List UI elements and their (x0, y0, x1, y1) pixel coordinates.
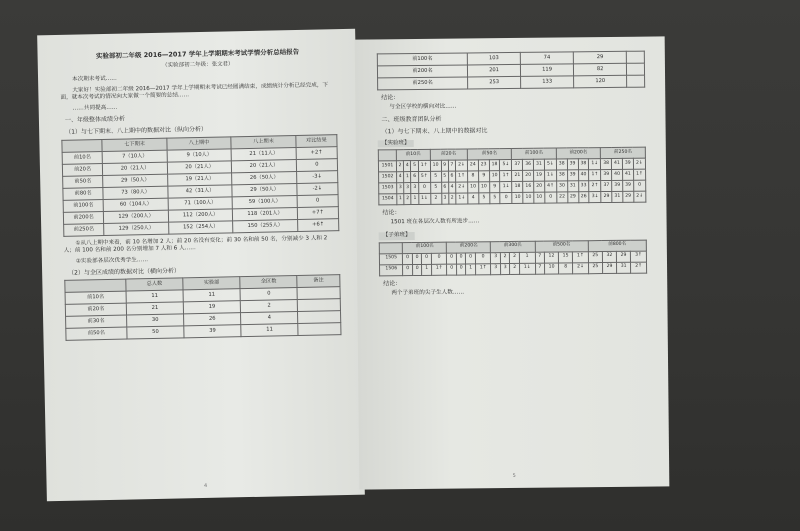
table-cell: 8 (559, 262, 573, 273)
table-cell: 前10名 (65, 291, 126, 304)
table-cell: 1↓ (456, 193, 468, 204)
table-cell: 2↑ (589, 181, 601, 192)
section-heading: 一、年级整体成绩分析 (64, 115, 126, 125)
table-header: 对比结果 (296, 134, 337, 147)
table-cell: 4 (404, 161, 411, 172)
table-cell (298, 323, 341, 336)
table-cell: 5 (430, 172, 441, 183)
table-cell: 4 (468, 193, 479, 204)
table-cell: 9 (478, 171, 489, 182)
table-cell: 103 (467, 52, 520, 65)
table-cell: 22 (557, 192, 568, 203)
experimental-class-table (378, 147, 647, 206)
table-cell: 41 (612, 159, 623, 170)
table-header (378, 150, 396, 161)
table-header: 前200名 (556, 148, 601, 159)
table-cell: 201 (467, 64, 520, 77)
table-cell: 1↓ (589, 159, 601, 170)
table-cell: 2 (404, 194, 411, 205)
intro-paragraph: ……共同提高…… (72, 104, 118, 112)
table-row (380, 262, 647, 276)
table-cell: 11 (183, 289, 240, 302)
table-cell: 0 (447, 253, 457, 264)
table-cell (626, 51, 644, 63)
table-cell: 0 (447, 264, 457, 275)
table-cell: 4 (448, 182, 455, 193)
left-page (37, 29, 365, 502)
conclusion-paragraph: 1501 班在各层次人数有所进步…… (390, 218, 480, 226)
table-cell: 39 (623, 181, 634, 192)
table-cell: 7（10人） (102, 150, 167, 163)
table-cell: 1↑ (589, 170, 601, 181)
table-cell: 36 (523, 160, 534, 171)
table-cell: 前50名 (63, 175, 104, 188)
table-cell: 25 (588, 262, 602, 273)
table-cell: 5 (430, 183, 441, 194)
table-cell: 29 (616, 251, 630, 262)
table-cell: 31 (567, 181, 578, 192)
conclusion-paragraph: 与全区学校的横向对比…… (389, 103, 457, 111)
report-title: 实验部初二年级 2016—2017 学年上学期期末考试学情分析总结报告 (95, 47, 300, 61)
table-cell: 6 (411, 172, 418, 183)
table-cell: 2 (500, 252, 510, 263)
table-cell: 0 (297, 194, 338, 207)
table-cell: 0 (412, 264, 422, 275)
table-cell: 39 (184, 325, 241, 338)
table-cell: 1505 (379, 253, 403, 264)
table-cell: 10 (512, 193, 523, 204)
table-cell: 3 (404, 183, 411, 194)
vertical-comparison-table (61, 134, 339, 237)
table-cell: 29 (602, 262, 616, 273)
table-cell: 2 (430, 194, 441, 205)
table-cell: 前20名 (62, 163, 103, 176)
table-cell: 74 (520, 52, 573, 65)
table-header: 前100名 (512, 148, 557, 159)
table-cell: 5↑ (418, 172, 430, 183)
table-cell: 0 (475, 252, 491, 263)
table-cell: 前20名 (65, 303, 126, 316)
table-cell: 11 (126, 290, 183, 303)
table-cell: 3↑ (631, 251, 647, 262)
table-cell: -2↓ (297, 182, 338, 195)
table-cell: 前50名 (66, 327, 127, 340)
table-cell: 59（100人） (232, 195, 297, 208)
table-cell: 40 (578, 170, 589, 181)
table-cell: 1↑ (418, 161, 430, 172)
table-header: 七下期末 (102, 138, 167, 151)
table-header: 前50名 (467, 149, 512, 160)
table-cell: 24 (467, 160, 478, 171)
table-cell: 前250名 (64, 223, 105, 236)
table-cell: 42（31人） (168, 184, 233, 197)
table-cell: 20（21人） (167, 160, 232, 173)
table-cell: 3 (500, 263, 510, 274)
table-cell: 40 (612, 170, 623, 181)
table-cell: 2↓ (455, 160, 467, 171)
table-cell (627, 75, 645, 87)
subsection-heading: （1）与七下期末、八上期中的数据对比（纵向分析） (65, 126, 208, 137)
table-cell (298, 311, 341, 324)
table-cell: 60（104人） (103, 198, 168, 211)
table-header: 前200名 (447, 241, 491, 252)
table-cell: 5 (411, 161, 418, 172)
table-cell: 2 (449, 193, 456, 204)
table-header: 前100名 (403, 242, 447, 253)
table-cell: 5 (489, 193, 500, 204)
table-header: 实验部 (183, 277, 240, 290)
table-cell: 1↓ (519, 263, 535, 274)
horizontal-comparison-table (64, 274, 341, 341)
table-cell: 1↓ (419, 194, 431, 205)
table-cell: 18 (489, 160, 500, 171)
table-cell: 133 (521, 76, 574, 89)
table-cell: 5↓ (544, 159, 556, 170)
table-cell: 0 (545, 192, 557, 203)
table-cell: 1504 (379, 194, 397, 205)
table-cell: 9 (489, 182, 500, 193)
table-cell: 39 (567, 170, 578, 181)
table-cell: 5 (479, 193, 490, 204)
table-cell: 38 (601, 159, 612, 170)
table-cell: 23 (478, 160, 489, 171)
table-cell: 1503 (379, 183, 397, 194)
table-row (378, 75, 645, 90)
table-cell: 31 (533, 160, 544, 171)
table-cell: 39 (622, 159, 633, 170)
table-cell: 39 (567, 159, 578, 170)
table-cell: +2↑ (296, 146, 337, 159)
table-cell: 41 (622, 170, 633, 181)
table-cell: 38 (578, 159, 589, 170)
table-header: 前500名 (535, 240, 588, 252)
table-header: 前10名 (396, 150, 430, 161)
subsection-heading: （2）与全区成绩的数据对比（横向分析） (68, 267, 181, 277)
table-cell: 21 (126, 302, 183, 315)
table-cell: 2 (510, 263, 520, 274)
table-cell: -3↓ (296, 170, 337, 183)
table-cell: 37 (601, 181, 612, 192)
table-cell: 9（10人） (167, 148, 232, 161)
table-cell: 1 (404, 172, 411, 183)
table-cell: 150（255人） (233, 219, 298, 232)
conclusion-label: 结论： (381, 94, 400, 102)
table-cell: 1↑ (633, 169, 645, 180)
table-cell: 8 (468, 171, 479, 182)
table-cell: 1↓ (500, 182, 512, 193)
table-cell: 20（21人） (232, 159, 297, 172)
table-cell: 19 (183, 301, 240, 314)
table-cell: 2↑ (631, 262, 647, 273)
table-cell: 30 (556, 181, 567, 192)
table-cell: 前80名 (63, 187, 104, 200)
table-cell: 10 (523, 193, 534, 204)
right-page (355, 36, 670, 489)
table-cell: 31 (617, 262, 631, 273)
table-cell: 29（50人） (232, 183, 297, 196)
table-cell: 10 (489, 171, 500, 182)
section-heading: 二、班级教育团队分析 (381, 115, 442, 123)
table-cell: 4↑ (545, 181, 557, 192)
table-cell: 前200名 (377, 65, 467, 78)
table-cell: 0 (412, 253, 422, 264)
class-group-tag: 【实验班】 (378, 140, 414, 148)
table-cell: 1↓ (544, 170, 556, 181)
table-cell: 2 (510, 252, 520, 263)
table-cell: 0 (456, 264, 466, 275)
table-cell (298, 299, 341, 312)
table-cell: 0 (633, 180, 645, 191)
intro-paragraph: 本次期末考试…… (72, 75, 117, 83)
table-cell: 2 (396, 161, 403, 172)
table-header: 总人数 (126, 278, 183, 291)
table-cell: 37 (512, 160, 523, 171)
table-cell: 3 (411, 183, 418, 194)
table-cell: 112（200人） (168, 208, 233, 221)
table-cell: 129（250人） (104, 222, 169, 235)
table-cell: 39 (612, 181, 623, 192)
conclusion-label: 结论： (382, 209, 401, 217)
table-cell: 4 (241, 312, 298, 325)
table-cell: 6 (441, 183, 448, 194)
table-cell: 82 (574, 63, 627, 76)
table-cell: 253 (468, 76, 521, 89)
table-cell: 0 (466, 252, 476, 263)
table-cell: 26（50人） (232, 171, 297, 184)
table-cell: 0 (403, 253, 413, 264)
table-cell: 26 (184, 313, 241, 326)
table-cell: 3 (491, 252, 501, 263)
table-cell: +7↑ (297, 206, 338, 219)
table-cell: 2↓ (456, 182, 468, 193)
table-header: 前800名 (588, 240, 646, 252)
table-cell (297, 287, 340, 300)
table-cell: 10 (534, 193, 545, 204)
table-cell: 120 (574, 75, 627, 88)
table-cell: 2 (240, 300, 297, 313)
table-cell: 0 (500, 193, 512, 204)
table-cell: 1↑ (500, 171, 512, 182)
table-cell: 20（21人） (103, 162, 168, 175)
table-header: 前250名 (601, 147, 646, 158)
table-cell: 0 (422, 253, 432, 264)
table-cell: 2↓ (634, 191, 646, 202)
table-cell: 0 (418, 183, 430, 194)
intro-paragraph: 大家好！实验部初二年级 2016—2017 学年上学期期末考试已经圆满结束，成绩统计分析已经完成，下面，就本次考试的情况向大家做一个简要的总结…… (60, 82, 329, 102)
analysis-paragraph: ①从八上期中来看，前 10 名增加 2 人；前 20 名没有变化；前 30 名和前 50 名，分别减少 3 人和 2 人；前 100 名和前 200 名分别增加 7 人和 6 人…… (63, 234, 328, 254)
table-cell: 50 (127, 326, 184, 339)
table-cell: 1 (422, 264, 432, 275)
table-cell: 1↑ (573, 251, 589, 262)
table-cell: 1↑ (475, 263, 491, 274)
table-cell: 29（50人） (103, 174, 168, 187)
conclusion-paragraph: 两个子弟班的尖子生人数…… (391, 289, 465, 296)
table-cell: 2↓ (633, 158, 645, 169)
table-cell: 2↓ (573, 262, 589, 273)
table-cell: 25 (588, 251, 602, 262)
table-cell (627, 63, 645, 75)
table-header (62, 139, 103, 152)
table-cell: 32 (602, 251, 616, 262)
table-cell: 129（200人） (104, 210, 169, 223)
table-cell: 20 (523, 171, 534, 182)
table-cell: 5 (441, 172, 448, 183)
table-header: 八上期中 (167, 136, 232, 149)
table-cell: 18 (512, 182, 523, 193)
class-group-tag: 【子弟班】 (379, 232, 415, 240)
table-cell: 1↑ (456, 171, 468, 182)
table-cell: 38 (556, 170, 567, 181)
continued-table (377, 51, 645, 91)
table-cell: 1 (397, 194, 404, 205)
table-cell: 9 (441, 161, 448, 172)
table-cell: 1502 (379, 172, 397, 183)
table-cell: 19（21人） (167, 172, 232, 185)
table-cell: 7 (535, 252, 545, 263)
table-cell: 30 (127, 314, 184, 327)
table-cell: 20 (534, 182, 545, 193)
table-cell: 4 (397, 172, 404, 183)
table-cell: 1501 (378, 161, 396, 172)
table-header: 八上期末 (231, 135, 296, 148)
table-cell: 0 (240, 288, 297, 301)
table-cell: 0 (403, 264, 413, 275)
table-cell: 10 (478, 182, 489, 193)
table-cell: 16 (523, 182, 534, 193)
table-cell: 38 (556, 159, 567, 170)
table-cell: 前100名 (63, 199, 104, 212)
table-cell: 3 (397, 183, 404, 194)
table-cell: 11 (241, 324, 298, 337)
table-cell: 71（100人） (168, 196, 233, 209)
table-cell: 118（201人） (233, 207, 298, 220)
table-cell: 31 (612, 192, 623, 203)
table-cell: 3↓ (589, 192, 601, 203)
table-cell: 73（80人） (103, 186, 168, 199)
table-cell: 7 (535, 263, 545, 274)
table-cell: 3 (441, 194, 448, 205)
table-cell: 1 (466, 263, 476, 274)
table-cell: 21（11人） (231, 147, 296, 160)
table-cell: +6↑ (297, 218, 338, 231)
page-number: 4 (203, 483, 208, 490)
table-cell: 29 (623, 192, 634, 203)
table-cell: 21 (512, 171, 523, 182)
table-cell: 0 (431, 253, 447, 264)
table-header: 备注 (297, 275, 340, 288)
analysis-paragraph: ②实验部各层次优秀学生…… (75, 256, 149, 265)
table-cell: 3 (491, 263, 501, 274)
page-number: 5 (512, 473, 516, 480)
table-header: 全区数 (240, 276, 297, 289)
table-cell: 15 (558, 251, 572, 262)
table-cell: 10 (468, 182, 479, 193)
table-cell: 29 (567, 192, 578, 203)
table-cell: 39 (601, 170, 612, 181)
table-cell: 119 (520, 64, 573, 77)
table-cell: 29 (573, 51, 626, 64)
staff-children-class-table (379, 239, 647, 276)
table-cell: 前100名 (377, 53, 467, 66)
table-cell: 前10名 (62, 151, 103, 164)
table-cell: 152（254人） (168, 220, 233, 233)
table-cell: 前200名 (63, 211, 104, 224)
table-cell: 19 (534, 171, 545, 182)
table-cell: 10 (430, 161, 441, 172)
table-cell: 前250名 (378, 77, 468, 90)
table-cell: 1 (519, 252, 535, 263)
table-cell: 12 (544, 252, 558, 263)
table-header (379, 242, 403, 253)
table-cell: 10 (544, 263, 558, 274)
table-cell: 前30名 (66, 315, 127, 328)
table-cell: 0 (296, 158, 337, 171)
table-cell: 29 (601, 192, 612, 203)
table-cell: 6 (448, 171, 455, 182)
table-cell: 0 (456, 253, 466, 264)
table-cell: 5↓ (500, 160, 512, 171)
table-cell: 1506 (380, 264, 404, 275)
table-cell: 7 (448, 160, 455, 171)
report-author: （实验部初二年级：张文君） (161, 61, 234, 69)
table-cell: 26 (578, 192, 589, 203)
table-cell: 33 (578, 181, 589, 192)
conclusion-label: 结论： (383, 279, 402, 287)
table-cell: 1 (411, 194, 418, 205)
table-header: 前20名 (430, 149, 467, 160)
table-cell: 1↑ (431, 264, 447, 275)
table-row (379, 191, 646, 205)
table-header: 前300名 (491, 241, 535, 252)
subsection-heading: （1）与七下期末、八上期中的数据对比 (381, 126, 488, 136)
